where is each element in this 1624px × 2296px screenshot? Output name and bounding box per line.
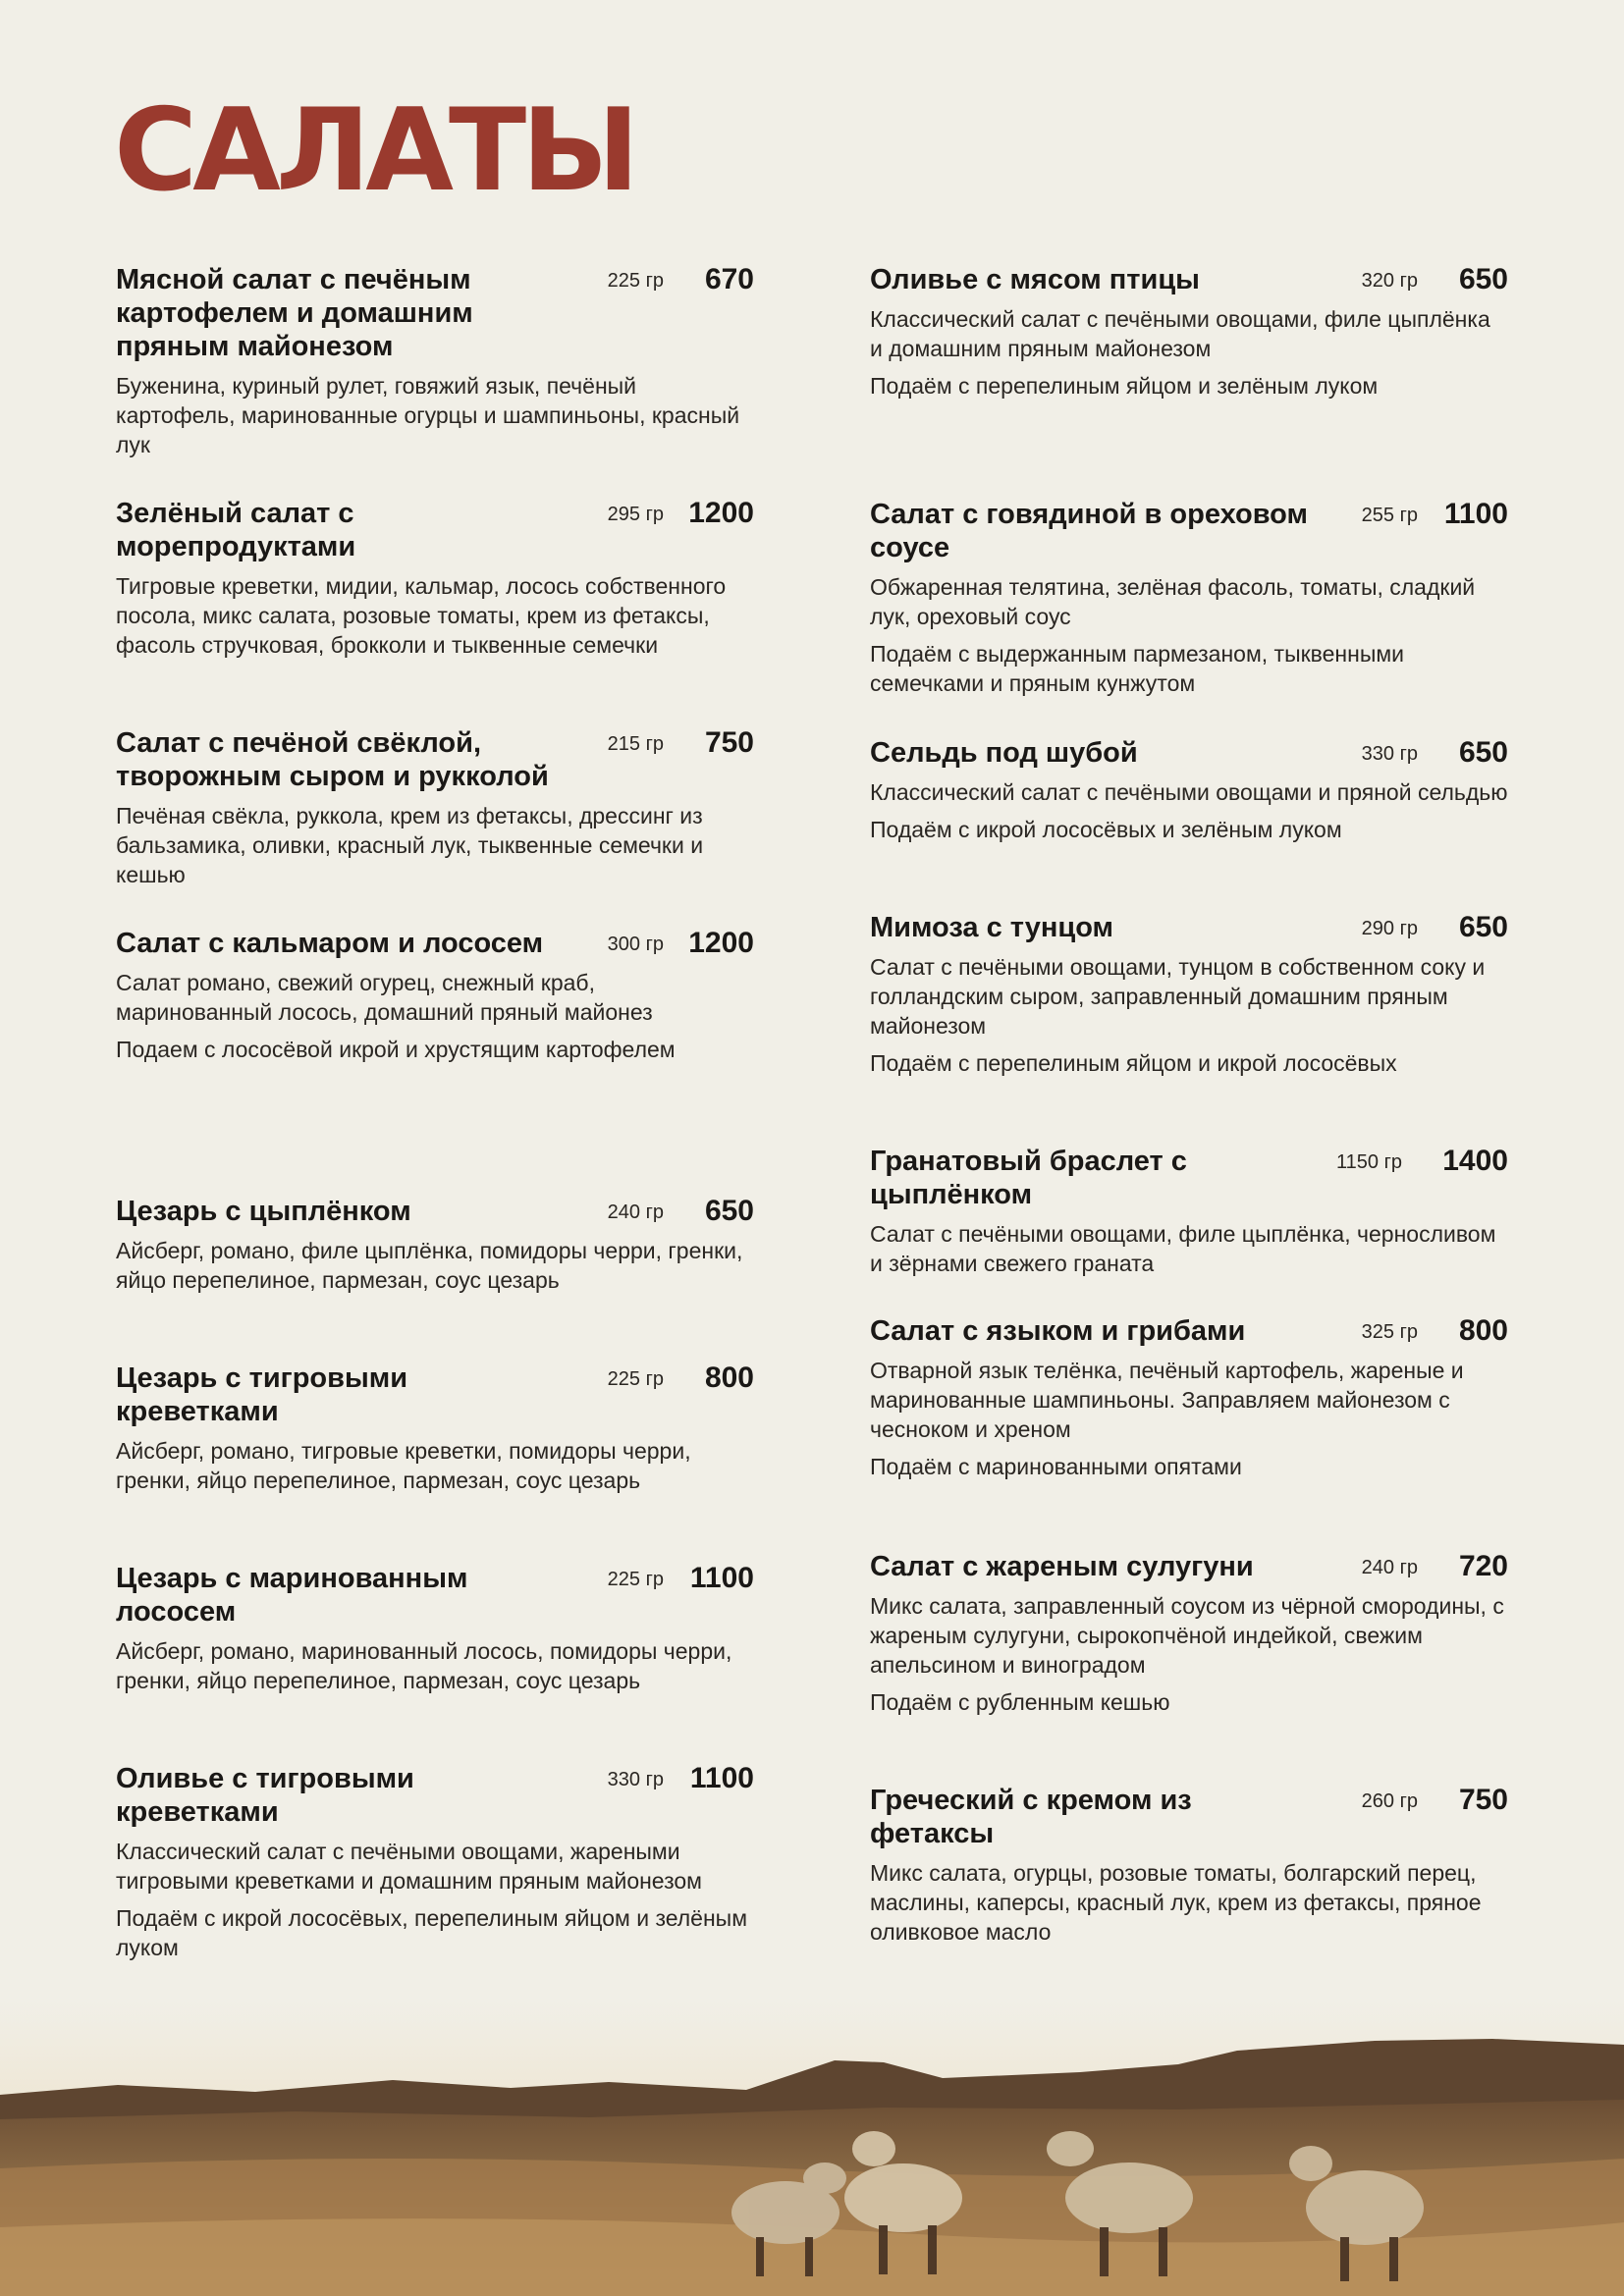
item-price: 750 bbox=[1458, 1784, 1508, 1816]
item-name: Салат с языком и грибами bbox=[870, 1315, 1246, 1347]
item-price: 650 bbox=[1458, 263, 1508, 295]
item-serving-note: Подаём с перепелиным яйцом и икрой лососёвых bbox=[870, 1050, 1397, 1076]
item-name: Цезарь с тигровыми креветками bbox=[116, 1362, 408, 1427]
item-serving-note: Подаём с икрой лососёвых и зелёным луком bbox=[870, 817, 1342, 842]
item-price: 1100 bbox=[689, 1562, 754, 1594]
menu-item bbox=[116, 497, 754, 726]
menu-item bbox=[116, 1362, 754, 1562]
item-description: Айсберг, романо, маринованный лосось, помидоры черри, гренки, яйцо перепелиное, пармезан, соус цезарь bbox=[116, 1638, 732, 1693]
item-name: Зелёный салат с морепродуктами bbox=[116, 498, 356, 562]
item-name: Салат с говядиной в ореховом соусе bbox=[870, 499, 1308, 563]
menu-item bbox=[870, 1314, 1508, 1550]
item-name: Цезарь с цыплёнком bbox=[116, 1196, 411, 1227]
item-serving-note: Подаём с выдержанным пармезаном, тыквенными семечками и пряным кунжутом bbox=[870, 641, 1405, 696]
menu-item bbox=[870, 1550, 1508, 1784]
menu-item bbox=[116, 1762, 754, 1998]
item-weight: 1150 гр bbox=[1336, 1151, 1402, 1173]
item-weight: 225 гр bbox=[607, 1368, 664, 1390]
item-serving-note: Подаем с лососёвой икрой и хрустящим картофелем bbox=[116, 1037, 676, 1062]
item-name: Оливье с тигровыми креветками bbox=[116, 1763, 414, 1828]
item-price: 1100 bbox=[689, 1762, 754, 1794]
item-description: Печёная свёкла, руккола, крем из фетаксы, дрессинг из бальзамика, оливки, красный лук, тыквенные семечки и кешью bbox=[116, 803, 704, 887]
item-description: Айсберг, романо, тигровые креветки, помидоры черри, гренки, яйцо перепелиное, пармезан, соус цезарь bbox=[116, 1438, 691, 1493]
item-description: Микс салата, огурцы, розовые томаты, болгарский перец, маслины, каперсы, красный лук, крем из фетаксы, пряное оливковое масло bbox=[870, 1860, 1482, 1945]
item-serving-note: Подаём с икрой лососёвых, перепелиным яйцом и зелёным луком bbox=[116, 1905, 748, 1960]
menu-item bbox=[116, 1562, 754, 1762]
item-name: Салат с жареным сулугуни bbox=[870, 1551, 1254, 1582]
item-price: 650 bbox=[1458, 911, 1508, 943]
item-price: 1100 bbox=[1443, 498, 1508, 530]
item-weight: 260 гр bbox=[1361, 1790, 1418, 1812]
item-price: 1400 bbox=[1442, 1145, 1508, 1177]
item-name: Салат с кальмаром и лососем bbox=[116, 928, 544, 959]
item-weight: 215 гр bbox=[607, 733, 664, 755]
item-description: Обжаренная телятина, зелёная фасоль, томаты, сладкий лук, ореховый соус bbox=[870, 574, 1476, 629]
item-description: Классический салат с печёными овощами, жареными тигровыми креветками и домашним пряным майонезом bbox=[116, 1839, 702, 1894]
item-price: 800 bbox=[704, 1362, 754, 1394]
item-weight: 240 гр bbox=[607, 1201, 664, 1223]
menu-item bbox=[870, 498, 1508, 736]
item-price: 1200 bbox=[688, 927, 754, 959]
item-price: 750 bbox=[704, 726, 754, 759]
menu-column-right bbox=[870, 263, 1508, 1980]
menu-item bbox=[116, 927, 754, 1195]
menu-column-left bbox=[116, 263, 754, 1998]
menu-item bbox=[870, 1784, 1508, 1980]
item-name: Сельдь под шубой bbox=[870, 737, 1138, 769]
item-description: Классический салат с печёными овощами, филе цыплёнка и домашним пряным майонезом bbox=[870, 306, 1490, 361]
item-serving-note: Подаём с маринованными опятами bbox=[870, 1454, 1242, 1479]
item-weight: 330 гр bbox=[1361, 743, 1418, 765]
item-name: Салат с печёной свёклой, творожным сыром и рукколой bbox=[116, 727, 549, 792]
item-description: Салат романо, свежий огурец, снежный краб, маринованный лосось, домашний пряный майонез bbox=[116, 970, 653, 1025]
menu-item bbox=[116, 726, 754, 927]
item-weight: 300 гр bbox=[607, 934, 664, 955]
item-weight: 225 гр bbox=[607, 270, 664, 292]
item-name: Гранатовый браслет с цыплёнком bbox=[870, 1146, 1187, 1210]
item-description: Салат с печёными овощами, филе цыплёнка, черносливом и зёрнами свежего граната bbox=[870, 1221, 1496, 1276]
menu-item bbox=[870, 263, 1508, 498]
menu-item bbox=[870, 1145, 1508, 1314]
menu-item bbox=[870, 736, 1508, 911]
item-price: 1200 bbox=[688, 497, 754, 529]
item-weight: 225 гр bbox=[607, 1569, 664, 1590]
item-weight: 240 гр bbox=[1361, 1557, 1418, 1578]
item-weight: 295 гр bbox=[607, 504, 664, 525]
item-name: Мясной салат с печёным картофелем и домашним пряным майонезом bbox=[116, 264, 473, 362]
item-weight: 320 гр bbox=[1361, 270, 1418, 292]
item-price: 650 bbox=[1458, 736, 1508, 769]
menu-item bbox=[116, 1195, 754, 1362]
item-weight: 255 гр bbox=[1361, 505, 1418, 526]
item-name: Цезарь с маринованным лососем bbox=[116, 1563, 468, 1628]
menu-item bbox=[116, 263, 754, 497]
item-price: 800 bbox=[1458, 1314, 1508, 1347]
item-name: Оливье с мясом птицы bbox=[870, 264, 1200, 295]
item-price: 720 bbox=[1458, 1550, 1508, 1582]
item-description: Тигровые креветки, мидии, кальмар, лосось собственного посола, микс салата, розовые томаты, крем из фетаксы, фасоль стручковая, брокколи и тыквенные семечки bbox=[116, 573, 727, 658]
item-description: Буженина, куриный рулет, говяжий язык, печёный картофель, маринованные огурцы и шампиньоны, красный лук bbox=[116, 373, 740, 457]
item-weight: 290 гр bbox=[1361, 918, 1418, 939]
item-description: Отварной язык телёнка, печёный картофель, жареные и маринованные шампиньоны. Заправляем майонезом с чесноком и хреном bbox=[870, 1358, 1464, 1442]
item-weight: 325 гр bbox=[1361, 1321, 1418, 1343]
item-price: 670 bbox=[704, 263, 754, 295]
item-name: Мимоза с тунцом bbox=[870, 912, 1113, 943]
item-description: Айсберг, романо, филе цыплёнка, помидоры черри, гренки, яйцо перепелиное, пармезан, соус цезарь bbox=[116, 1238, 743, 1293]
item-serving-note: Подаём с перепелиным яйцом и зелёным луком bbox=[870, 373, 1379, 399]
item-weight: 330 гр bbox=[607, 1769, 664, 1790]
item-description: Классический салат с печёными овощами и пряной сельдью bbox=[870, 779, 1508, 805]
item-description: Микс салата, заправленный соусом из чёрной смородины, с жареным сулугуни, сырокопчёной индейкой, свежим апельсином и виноградом bbox=[870, 1593, 1504, 1678]
item-serving-note: Подаём с рубленным кешью bbox=[870, 1689, 1170, 1715]
item-name: Греческий с кремом из фетаксы bbox=[870, 1785, 1192, 1849]
pasture-landscape-illustration bbox=[0, 2002, 1624, 2296]
item-price: 650 bbox=[704, 1195, 754, 1227]
page-title: САЛАТЫ bbox=[114, 84, 635, 217]
item-description: Салат с печёными овощами, тунцом в собственном соку и голландским сыром, заправленный домашним пряным майонезом bbox=[870, 954, 1486, 1039]
menu-item bbox=[870, 911, 1508, 1145]
